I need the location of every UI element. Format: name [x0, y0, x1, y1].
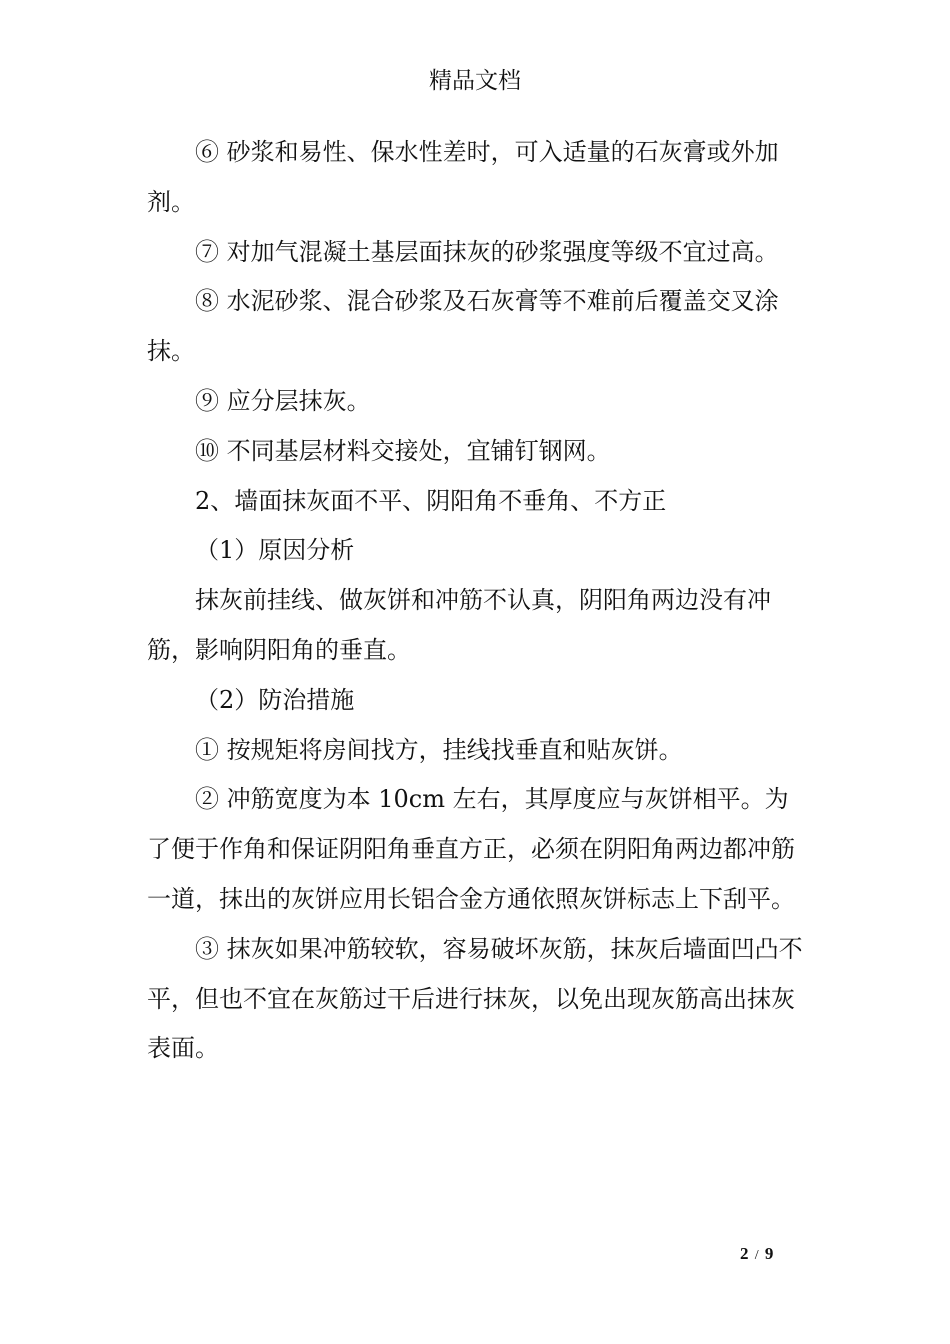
- subsection-heading-cause: （1）原因分析: [195, 536, 355, 565]
- header-title: 精品文档: [429, 68, 521, 94]
- paragraph-item-8: ⑧ 水泥砂浆、混合砂浆及石灰膏等不难前后覆盖交叉涂抹。: [147, 287, 779, 366]
- document-body: [147, 128, 812, 1074]
- page-separator: /: [754, 1248, 759, 1263]
- total-page-count: 9: [764, 1244, 774, 1263]
- section-heading-2: 2、墙面抹灰面不平、阴阳角不垂角、不方正: [195, 486, 667, 515]
- measure-item-3: ③ 抹灰如果冲筋较软，容易破坏灰筋，抹灰后墙面凹凸不平，但也不宜在灰筋过干后进行抹灰，以免出现灰筋高出抹灰表面。: [147, 934, 803, 1063]
- paragraph-item-6: ⑥ 砂浆和易性、保水性差时，可入适量的石灰膏或外加剂。: [147, 138, 779, 216]
- current-page-number: 2: [740, 1244, 749, 1263]
- paragraph-item-10: ⑩ 不同基层材料交接处，宜铺钉钢网。: [195, 436, 611, 465]
- paragraph-item-7: ⑦ 对加气混凝土基层面抹灰的砂浆强度等级不宜过高。: [195, 237, 779, 266]
- page-number: [740, 1243, 773, 1267]
- paragraph-cause: 抹灰前挂线、做灰饼和冲筋不认真，阴阳角两边没有冲筋，影响阴阳角的垂直。: [147, 586, 771, 664]
- paragraph-item-9: ⑨ 应分层抹灰。: [195, 386, 371, 415]
- page-header: [0, 64, 950, 98]
- subsection-heading-measures: （2）防治措施: [195, 685, 355, 714]
- measure-item-1: ① 按规矩将房间找方，挂线找垂直和贴灰饼。: [195, 735, 683, 764]
- measure-item-2: ② 冲筋宽度为本 10cm 左右，其厚度应与灰饼相平。为了便于作角和保证阴阳角垂直方正，必须在阴阳角两边都冲筋一道，抹出的灰饼应用长铝合金方通依照灰饼标志上下刮平。: [147, 785, 795, 913]
